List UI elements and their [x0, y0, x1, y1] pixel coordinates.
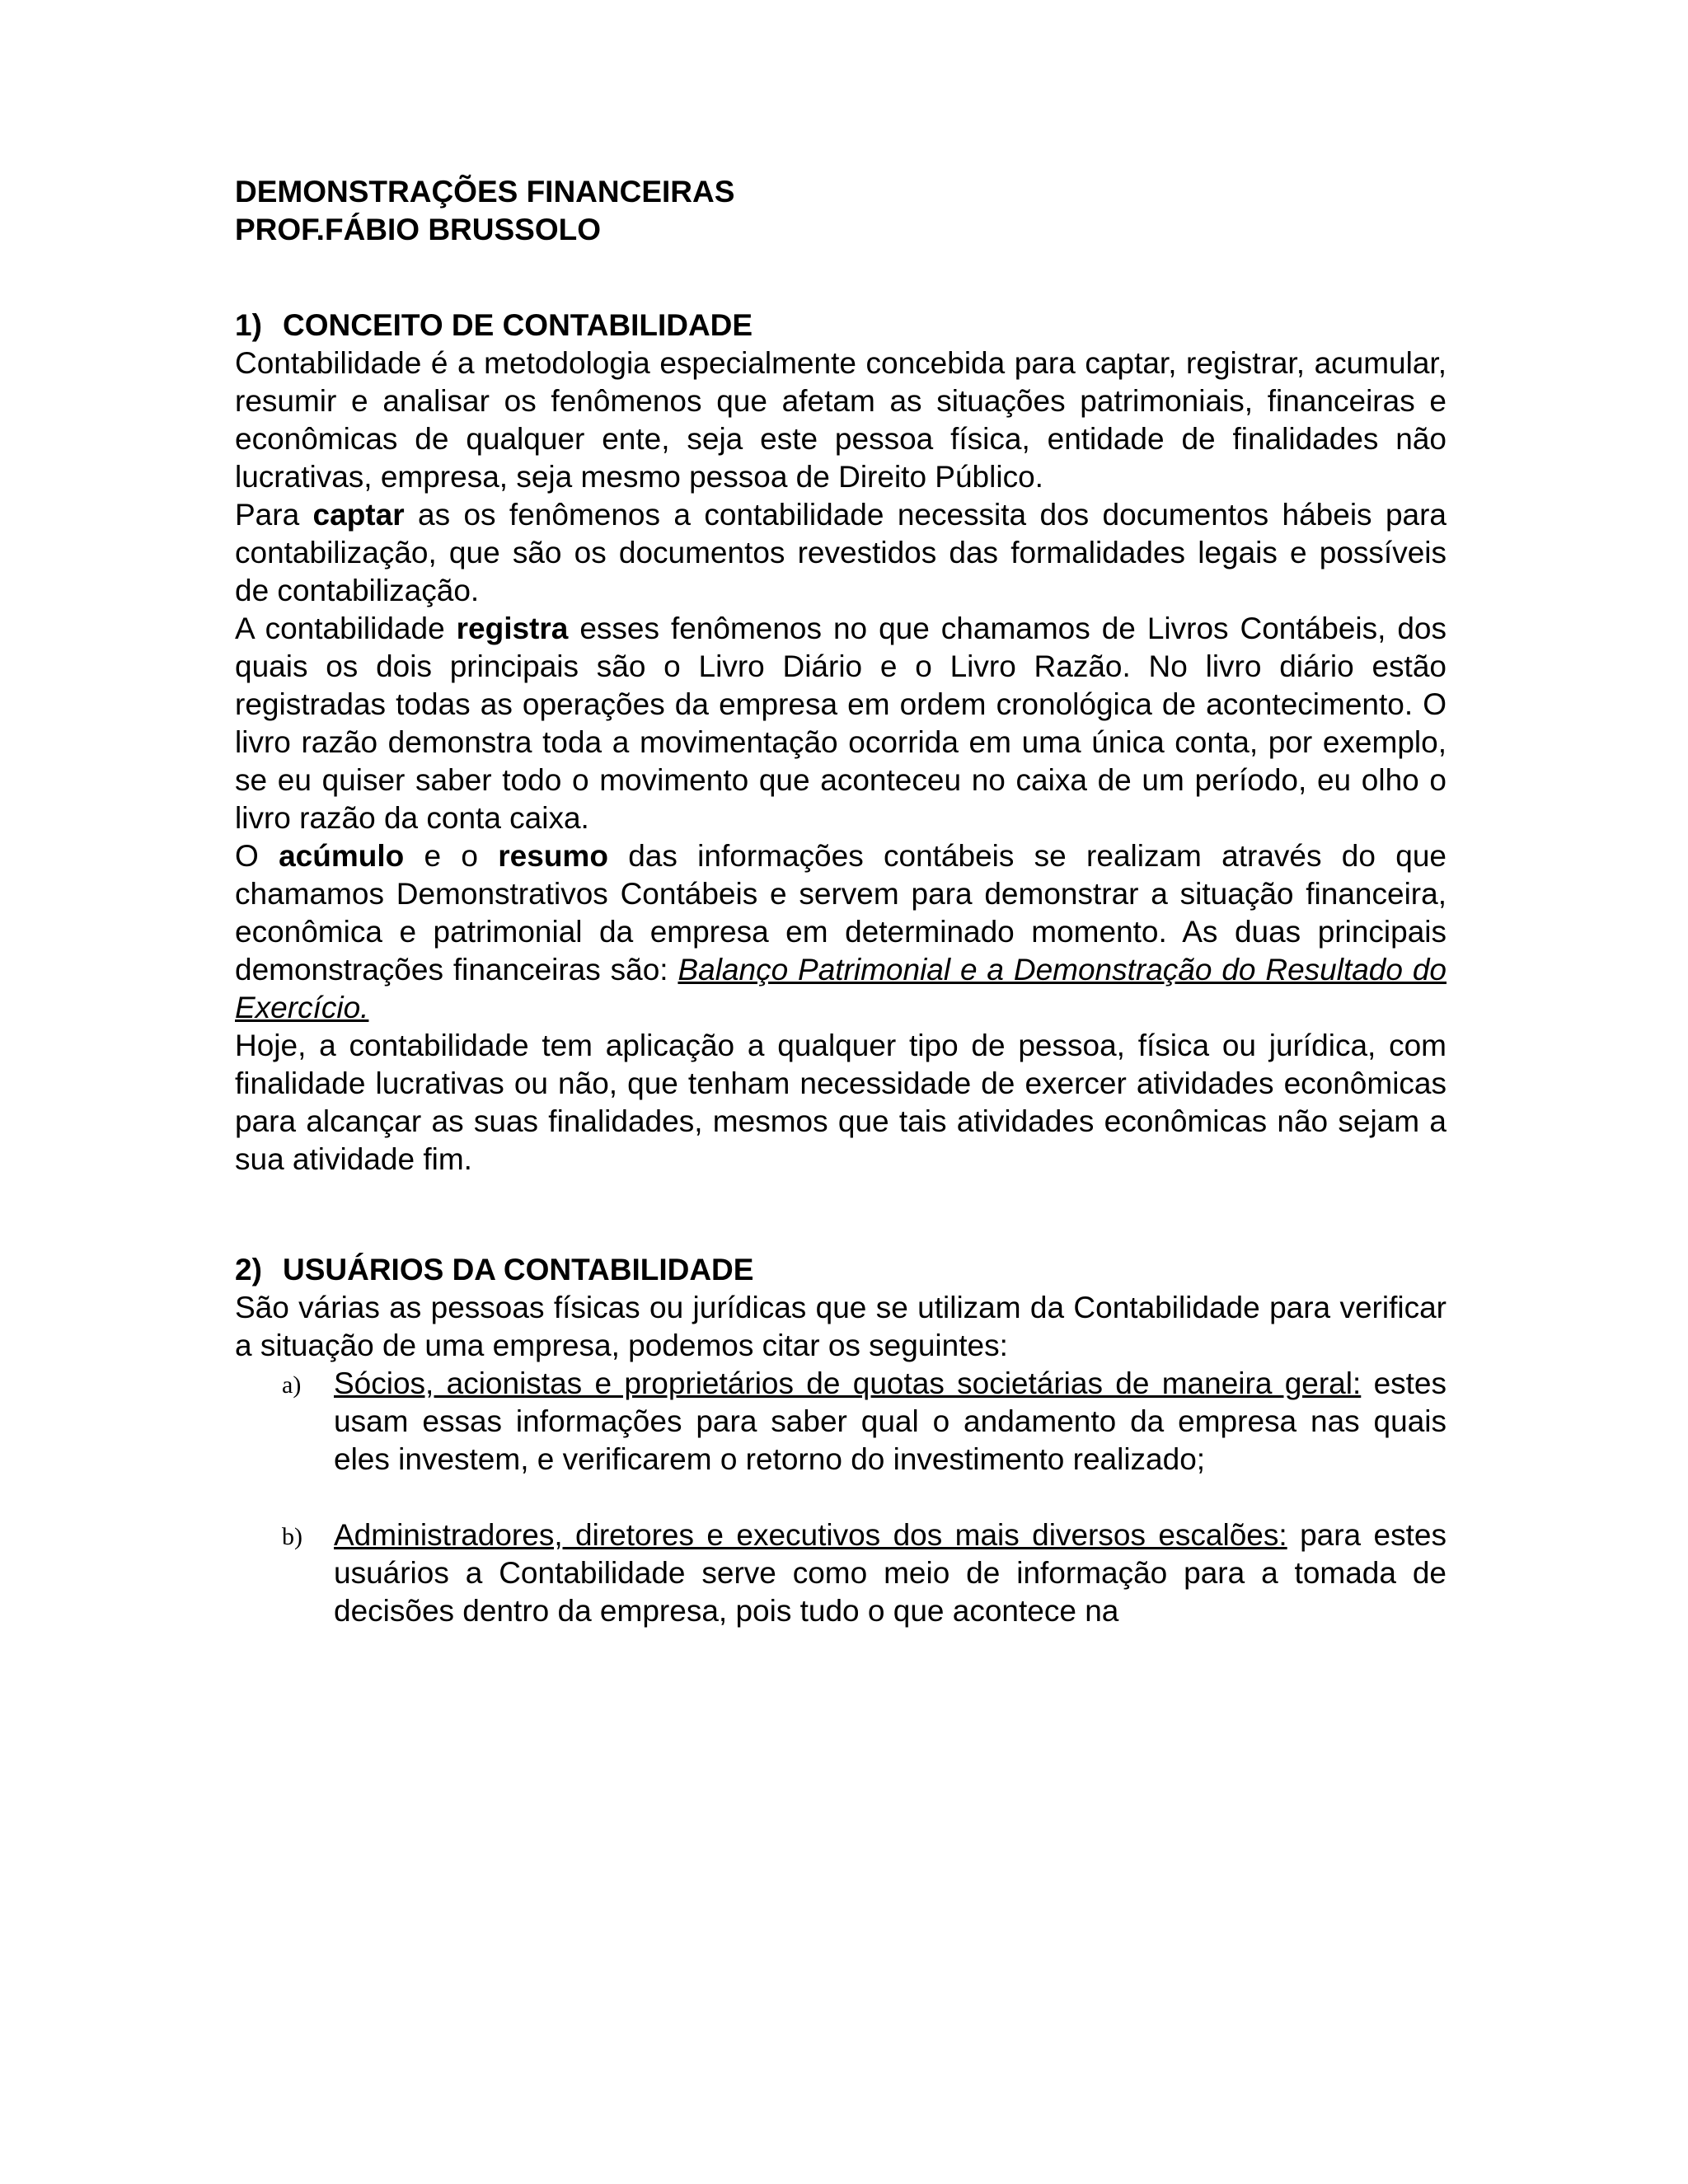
paragraph-aplicacao: Hoje, a contabilidade tem aplicação a qualquer tipo de pessoa, física ou jurídica, com finalidade lucrativas ou não, que tenham necessidade de exercer atividades econômicas para alcançar as suas finalidades, mesmos que tais atividades econômicas não sejam a sua atividade fim. — [235, 1029, 1447, 1176]
text-run: Para — [235, 498, 313, 532]
section-heading-1 — [235, 307, 1447, 344]
text-run: O — [235, 839, 279, 873]
list-item — [235, 1516, 1447, 1630]
list-item-term: Administradores, diretores e executivos dos mais diversos escalões: — [334, 1518, 1287, 1552]
list-item-text: estes usam essas informações para saber qual o andamento da empresa nas quais eles investem, e verificarem o retorno do investimento realizado; — [334, 1366, 1447, 1476]
section-title: CONCEITO DE CONTABILIDADE — [283, 308, 753, 342]
paragraph-captar — [235, 496, 1447, 610]
list-item — [235, 1365, 1447, 1479]
list-marker: b) — [282, 1523, 302, 1550]
document-title: DEMONSTRAÇÕES FINANCEIRAS — [235, 175, 735, 209]
document-page — [235, 173, 1447, 1630]
text-run: A contabilidade — [235, 612, 457, 645]
paragraph-acumulo — [235, 837, 1447, 1027]
bold-term: captar — [312, 498, 405, 532]
section-title: USUÁRIOS DA CONTABILIDADE — [283, 1253, 754, 1286]
text-run: e o — [404, 839, 499, 873]
document-header — [235, 173, 1447, 249]
bold-term: resumo — [498, 839, 608, 873]
section-number: 2) — [235, 1253, 262, 1286]
bold-term: acúmulo — [279, 839, 405, 873]
text-run: das informações contábeis se realizam através do que chamamos Demonstrativos Contábeis e servem para demonstrar a situação financeira, econômica e patrimonial da empresa em determinado momento. As duas principais demonstrações financeiras são: — [235, 839, 1447, 987]
section-number: 1) — [235, 308, 262, 342]
users-list — [235, 1365, 1447, 1630]
bold-term: registra — [456, 612, 569, 645]
list-item-text: para estes usuários a Contabilidade serve como meio de informação para a tomada de decisões dentro da empresa, pois tudo o que acontece na — [334, 1518, 1447, 1628]
text-run: esses fenômenos no que chamamos de Livros Contábeis, dos quais os dois principais são o Livro Diário e o Livro Razão. No livro diário estão registradas todas as operações da empresa em ordem cronológica de acontecimento. O livro razão demonstra toda a movimentação ocorrida em uma única conta, por exemplo, se eu quiser saber todo o movimento que aconteceu no caixa de um período, eu olho o livro razão da conta caixa. — [235, 612, 1447, 835]
statements-reference: Balanço Patrimonial e a Demonstração do Resultado do Exercício. — [235, 953, 1447, 1024]
document-author: PROF.FÁBIO BRUSSOLO — [235, 213, 602, 246]
list-item-term: Sócios, acionistas e proprietários de quotas societárias de maneira geral: — [334, 1366, 1362, 1400]
section-heading-2 — [235, 1251, 1447, 1289]
list-marker: a) — [282, 1371, 302, 1399]
paragraph-registra — [235, 610, 1447, 837]
paragraph-usuarios-intro: São várias as pessoas físicas ou jurídicas que se utilizam da Contabilidade para verificar a situação de uma empresa, podemos citar os seguintes: — [235, 1291, 1447, 1362]
text-run: as os fenômenos a contabilidade necessita dos documentos hábeis para contabilização, que são os documentos revestidos das formalidades legais e possíveis de contabilização. — [235, 498, 1447, 607]
paragraph-concept: Contabilidade é a metodologia especialmente concebida para captar, registrar, acumular, resumir e analisar os fenômenos que afetam as situações patrimoniais, financeiras e econômicas de qualquer ente, seja este pessoa física, entidade de finalidades não lucrativas, empresa, seja mesmo pessoa de Direito Público. — [235, 346, 1447, 494]
